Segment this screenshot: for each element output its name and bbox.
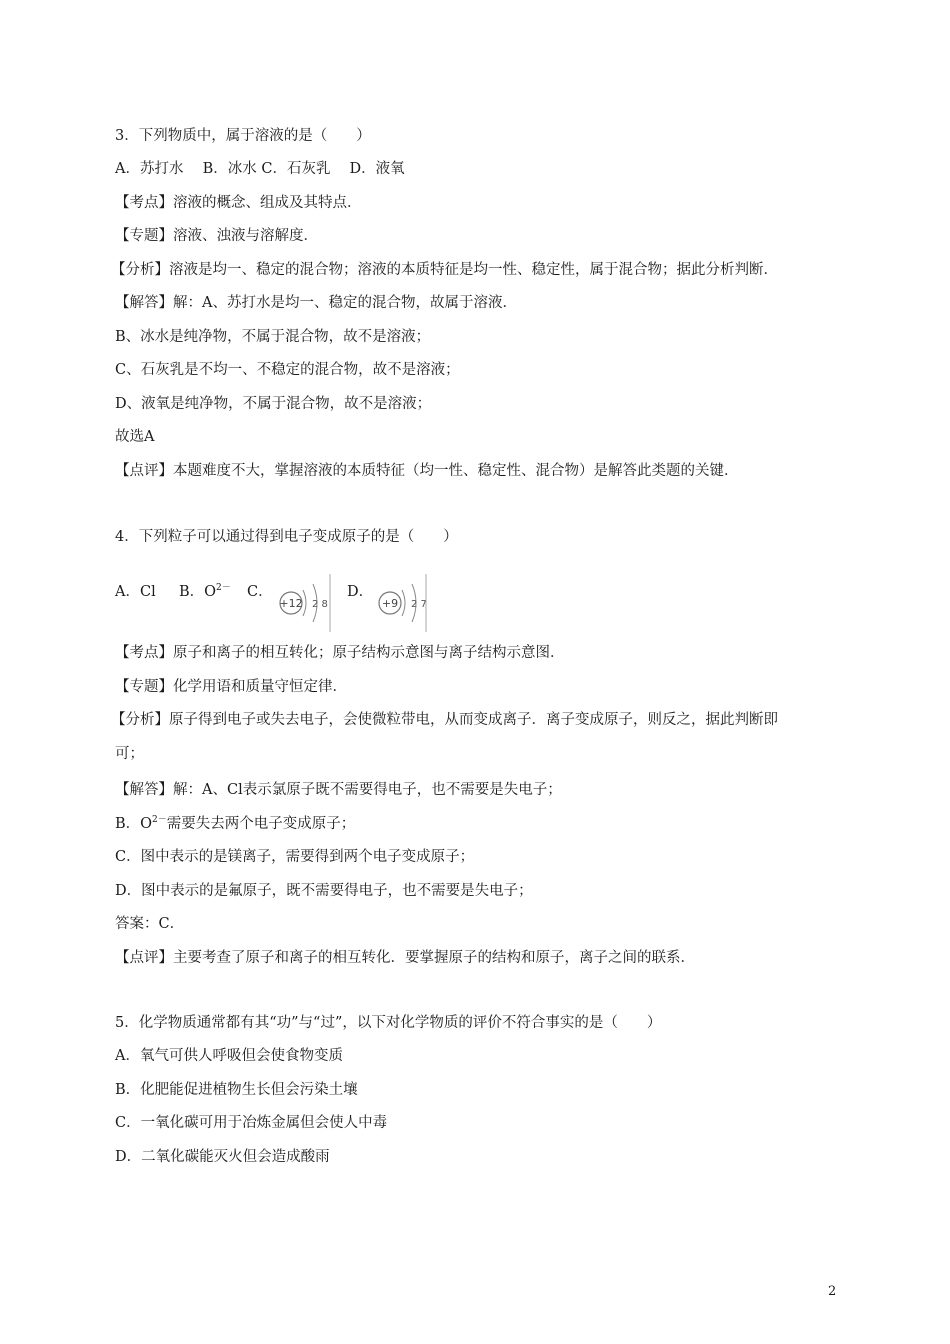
fluorine-atom-structure-diagram [370, 572, 430, 634]
q5-option-d: D．二氧化碳能灭火但会造成酸雨 [115, 1149, 330, 1165]
q4-option-b-charge: 2－ [216, 583, 231, 593]
q4-option-b-symbol: B．O [179, 584, 217, 600]
page-number: 2 [828, 1284, 837, 1299]
q3-options: A．苏打水 B．冰水 C．石灰乳 D．液氧 [115, 161, 405, 177]
diagram-d-shells: 2 7 [411, 599, 427, 610]
q5-option-b: B．化肥能促进植物生长但会污染土壤 [115, 1082, 358, 1098]
q3-answer-line-d: D、液氧是纯净物，不属于混合物，故不是溶液； [115, 396, 432, 412]
q3-jieda: 【解答】解：A、苏打水是均一、稳定的混合物，故属于溶液． [115, 295, 517, 311]
q4-answer-line-d: D．图中表示的是氟原子，既不需要得电子，也不需要是失电子； [115, 883, 533, 899]
q5-option-a: A．氧气可供人呼吸但会使食物变质 [115, 1048, 343, 1064]
q3-dianping: 【点评】本题难度不大，掌握溶液的本质特征（均一性、稳定性、混合物）是解答此类题的关键． [115, 463, 739, 479]
q4-answer-line-b-charge: 2－ [152, 815, 167, 825]
q4-stem: 4．下列粒子可以通过得到电子变成原子的是（ ） [115, 529, 458, 545]
q4-answer-line-b [115, 814, 355, 834]
q3-answer-line-b: B、冰水是纯净物，不属于混合物，故不是溶液； [115, 329, 431, 345]
q3-choice: 故选A [115, 429, 155, 445]
q5-stem: 5．化学物质通常都有其“功”与“过”，以下对化学物质的评价不符合事实的是（ ） [115, 1015, 662, 1031]
q4-option-d: D． [347, 584, 374, 600]
q5-option-c: C．一氧化碳可用于冶炼金属但会使人中毒 [115, 1115, 388, 1131]
q3-answer-line-c: C、石灰乳是不均一、不稳定的混合物，故不是溶液； [115, 362, 460, 378]
q3-fenxi: 【分析】溶液是均一、稳定的混合物；溶液的本质特征是均一性、稳定性，属于混合物；据此分析判断． [111, 262, 778, 278]
q4-fenxi: 【分析】原子得到电子或失去电子，会使微粒带电，从而变成离子．离子变成原子，则反之，据此判断即 [111, 712, 778, 728]
q4-option-b [179, 582, 231, 602]
q4-dianping: 【点评】主要考查了原子和离子的相互转化．要掌握原子的结构和原子，离子之间的联系． [115, 950, 695, 966]
diagram-d-nucleus: +9 [381, 597, 399, 610]
q4-zhuanti: 【专题】化学用语和质量守恒定律． [115, 679, 347, 695]
q4-jieda: 【解答】解：A、Cl表示氯原子既不需要得电子，也不需要是失电子； [115, 782, 562, 798]
q4-answer-line-c: C．图中表示的是镁离子，需要得到两个电子变成原子； [115, 849, 475, 865]
q4-option-c: C． [247, 584, 273, 600]
q4-answer-line-b-rest: 需要失去两个电子变成原子； [166, 816, 356, 832]
q4-answer: 答案：C． [115, 916, 185, 932]
q3-kaodian: 【考点】溶液的概念、组成及其特点． [115, 195, 362, 211]
q4-option-a: A．Cl [115, 584, 156, 600]
q4-fenxi-cont: 可； [115, 746, 144, 762]
q4-answer-line-b-prefix: B．O [115, 816, 153, 832]
q3-zhuanti: 【专题】溶液、浊液与溶解度． [115, 228, 318, 244]
magnesium-ion-structure-diagram [273, 572, 333, 634]
q4-kaodian: 【考点】原子和离子的相互转化；原子结构示意图与离子结构示意图． [115, 645, 565, 661]
q4-options [115, 582, 455, 642]
q3-stem: 3．下列物质中，属于溶液的是（ ） [115, 128, 371, 144]
diagram-c-nucleus: +12 [279, 597, 303, 610]
diagram-c-shells: 2 8 [312, 599, 328, 610]
